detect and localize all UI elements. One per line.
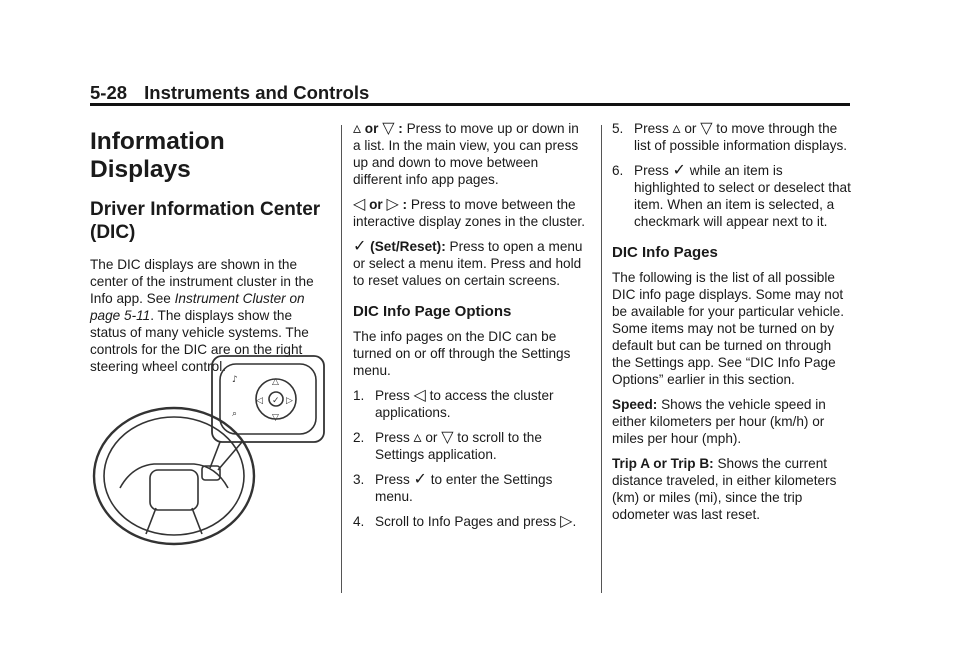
step-text: Press — [375, 472, 414, 487]
step-3 — [353, 471, 589, 505]
up-arrow-icon: ▵ — [353, 120, 362, 137]
set-reset-text: Press to open a menu or select a menu item. Press and hold to reset values on certain screens. — [353, 239, 583, 288]
down-arrow-icon: ▽ — [700, 120, 713, 137]
step-text: Press — [375, 388, 414, 403]
step-number: 4. — [353, 514, 365, 529]
options-intro: The info pages on the DIC can be turned on or off through the Settings menu. — [353, 329, 571, 378]
right-arrow-icon: ▷ — [560, 513, 573, 530]
left-arrow-icon: ◁ — [353, 196, 366, 213]
column-divider-2 — [601, 125, 602, 593]
column-1 — [90, 120, 326, 383]
checkmark-icon: ✓ — [353, 238, 367, 255]
step-text: Press — [634, 121, 673, 136]
heading-dic-info-page-options: DIC Info Page Options — [353, 303, 512, 320]
checkmark-icon: ✓ — [413, 471, 427, 488]
step-number: 5. — [612, 121, 624, 136]
cross-reference-link[interactable]: Instrument Cluster on page 5-11 — [90, 291, 305, 323]
step-number: 3. — [353, 472, 365, 487]
svg-text:◁: ◁ — [256, 396, 263, 406]
step-text-end: to enter the Settings menu. — [375, 472, 553, 504]
step-4 — [353, 513, 589, 530]
trip-text: Shows the current distance traveled, in either kilometers (km) or miles (mi), since the trip odometer was last reset. — [612, 456, 837, 522]
leftright-colon: : — [398, 197, 411, 212]
speed-label: Speed: — [612, 397, 658, 412]
updown-or: or — [361, 121, 383, 136]
page-number: 5-28 — [90, 82, 128, 103]
svg-text:⌕: ⌕ — [232, 409, 238, 419]
trip-label: Trip A or Trip B: — [612, 456, 714, 471]
step-text: Press — [375, 430, 414, 445]
step-text: Press — [634, 163, 673, 178]
step-number: 2. — [353, 430, 365, 445]
heading-dic-info-pages: DIC Info Pages — [612, 244, 718, 261]
section-title: Instruments and Controls — [144, 82, 370, 103]
up-arrow-icon: ▵ — [413, 429, 422, 446]
speed-text: Shows the vehicle speed in either kilometers per hour (km/h) or miles per hour (mph). — [612, 397, 826, 446]
step-or: or — [680, 121, 701, 136]
updown-description — [353, 120, 589, 188]
left-arrow-icon: ◁ — [413, 387, 426, 404]
heading-dic: Driver Information Center (DIC) — [90, 199, 321, 243]
step-2 — [353, 429, 589, 463]
leftright-description — [353, 196, 589, 230]
right-arrow-icon: ▷ — [386, 196, 399, 213]
svg-text:▽: ▽ — [272, 413, 279, 423]
step-number: 1. — [353, 388, 365, 403]
svg-text:✓: ✓ — [272, 396, 280, 406]
column-divider-1 — [341, 125, 342, 593]
set-reset-description — [353, 238, 589, 289]
speed-description — [612, 396, 852, 447]
leftright-text: Press to move between the interactive display zones in the cluster. — [353, 197, 585, 229]
step-number: 6. — [612, 163, 624, 178]
leftright-or: or — [365, 197, 387, 212]
step-text-end: to scroll to the Settings application. — [375, 430, 542, 462]
checkmark-icon: ✓ — [672, 162, 686, 179]
svg-text:▷: ▷ — [286, 396, 293, 406]
info-pages-intro: The following is the list of all possible DIC info page displays. Some may not be available for your particular vehicle. Some items may not be turned on by default but can be turned on through the Settings app. See “DIC Info Page Options” earlier in this section. — [612, 270, 844, 387]
svg-text:△: △ — [272, 377, 279, 387]
trip-description — [612, 455, 852, 523]
dic-intro-text-end: . The displays show the status of many vehicle systems. The controls for the DIC are on the right steering wheel control. — [90, 308, 309, 374]
page-header — [90, 82, 369, 104]
step-text-end: . — [572, 514, 577, 529]
step-or: or — [421, 430, 442, 445]
down-arrow-icon: ▽ — [441, 429, 454, 446]
set-reset-label: (Set/Reset): — [366, 239, 446, 254]
column-3 — [612, 120, 852, 531]
step-text-end: to access the cluster applications. — [375, 388, 554, 420]
step-text-end: to move through the list of possible information displays. — [634, 121, 848, 153]
heading-information-displays: Information Displays — [90, 128, 225, 183]
steering-wheel-illustration — [92, 348, 328, 548]
updown-text: Press to move up or down in a list. In the main view, you can press up and down to move between different info app pages. — [353, 121, 579, 187]
step-1 — [353, 387, 589, 421]
step-6 — [612, 162, 852, 230]
svg-text:♪: ♪ — [232, 375, 238, 385]
dic-intro-text: The DIC displays are shown in the center of the instrument cluster in the Info app. See — [90, 257, 314, 306]
step-text: Scroll to Info Pages and press — [375, 514, 561, 529]
updown-colon: : — [394, 121, 407, 136]
down-arrow-icon: ▽ — [382, 120, 395, 137]
header-rule — [90, 103, 850, 106]
column-2 — [353, 120, 589, 538]
up-arrow-icon: ▵ — [672, 120, 681, 137]
step-text-end: while an item is highlighted to select or deselect that item. When an item is selected, a checkmark will appear next to it. — [634, 163, 851, 229]
step-5 — [612, 120, 852, 154]
